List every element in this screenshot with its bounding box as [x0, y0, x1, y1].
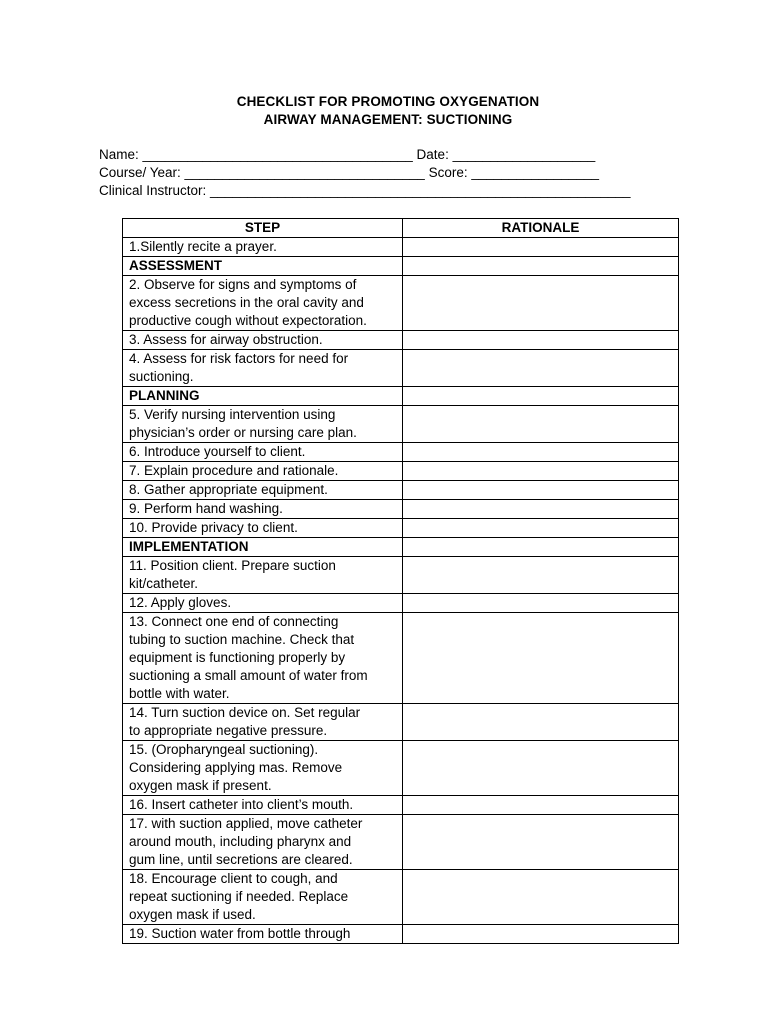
table-row: [123, 557, 679, 594]
step-text-line: suctioning.: [129, 369, 194, 384]
section-heading-text: IMPLEMENTATION: [129, 539, 249, 554]
table-row: [123, 500, 679, 519]
step-text-line: oxygen mask if used.: [129, 907, 256, 922]
rationale-cell[interactable]: [403, 870, 679, 925]
step-cell: [123, 704, 403, 741]
step-cell: [123, 594, 403, 613]
step-text-line: excess secretions in the oral cavity and: [129, 295, 364, 310]
rationale-cell[interactable]: [403, 443, 679, 462]
step-text-line: 17. with suction applied, move catheter: [129, 816, 363, 831]
rationale-cell[interactable]: [403, 257, 679, 276]
rationale-cell[interactable]: [403, 594, 679, 613]
step-cell: [123, 815, 403, 870]
rationale-cell[interactable]: [403, 557, 679, 594]
step-text-line: 8. Gather appropriate equipment.: [129, 482, 328, 497]
table-row: [123, 741, 679, 796]
table-row: [123, 925, 679, 944]
step-text-line: around mouth, including pharynx and: [129, 834, 352, 849]
rationale-cell[interactable]: [403, 741, 679, 796]
step-text-line: repeat suctioning if needed. Replace: [129, 889, 349, 904]
step-text-line: Considering applying mas. Remove: [129, 760, 343, 775]
step-cell: [123, 741, 403, 796]
section-heading-cell: [123, 538, 403, 557]
rationale-cell[interactable]: [403, 613, 679, 704]
step-cell: [123, 276, 403, 331]
table-row: [123, 870, 679, 925]
table-row: [123, 350, 679, 387]
clinical-instructor-field-line: Clinical Instructor: ________________________________________________________: [99, 183, 631, 198]
table-row: [123, 462, 679, 481]
section-heading-text: PLANNING: [129, 388, 200, 403]
step-text-line: to appropriate negative pressure.: [129, 723, 328, 738]
step-text-line: 6. Introduce yourself to client.: [129, 444, 306, 459]
step-cell: [123, 519, 403, 538]
step-text-line: 13. Connect one end of connecting: [129, 614, 339, 629]
table-row: [123, 796, 679, 815]
rationale-cell[interactable]: [403, 462, 679, 481]
step-text-line: 2. Observe for signs and symptoms of: [129, 277, 357, 292]
rationale-cell[interactable]: [403, 350, 679, 387]
section-heading-cell: [123, 257, 403, 276]
step-cell: [123, 481, 403, 500]
step-text-line: 16. Insert catheter into client’s mouth.: [129, 797, 354, 812]
rationale-cell[interactable]: [403, 331, 679, 350]
rationale-column-header: RATIONALE: [403, 219, 679, 238]
step-text-line: 12. Apply gloves.: [129, 595, 232, 610]
step-text-line: 10. Provide privacy to client.: [129, 520, 298, 535]
step-cell: [123, 331, 403, 350]
table-row: [123, 331, 679, 350]
step-text-line: 3. Assess for airway obstruction.: [129, 332, 323, 347]
rationale-cell[interactable]: [403, 276, 679, 331]
rationale-cell[interactable]: [403, 704, 679, 741]
step-text-line: bottle with water.: [129, 686, 230, 701]
rationale-cell[interactable]: [403, 500, 679, 519]
step-text-line: 18. Encourage client to cough, and: [129, 871, 338, 886]
section-row: [123, 257, 679, 276]
step-cell: [123, 462, 403, 481]
step-text-line: tubing to suction machine. Check that: [129, 632, 355, 647]
rationale-cell[interactable]: [403, 387, 679, 406]
step-text-line: 4. Assess for risk factors for need for: [129, 351, 349, 366]
step-text-line: productive cough without expectoration.: [129, 313, 367, 328]
step-cell: [123, 557, 403, 594]
rationale-cell[interactable]: [403, 925, 679, 944]
table-row: [123, 704, 679, 741]
table-row: [123, 613, 679, 704]
step-column-header: STEP: [123, 219, 403, 238]
table-row: [123, 406, 679, 443]
rationale-cell[interactable]: [403, 815, 679, 870]
step-text-line: suctioning a small amount of water from: [129, 668, 368, 683]
step-text-line: 19. Suction water from bottle through: [129, 926, 351, 941]
table-row: [123, 238, 679, 257]
rationale-cell[interactable]: [403, 538, 679, 557]
table-row: [123, 276, 679, 331]
document-title-line-1: CHECKLIST FOR PROMOTING OXYGENATION: [236, 94, 540, 109]
table-row: [123, 815, 679, 870]
step-text-line: 7. Explain procedure and rationale.: [129, 463, 339, 478]
table-row: [123, 481, 679, 500]
checklist-body: [123, 238, 679, 944]
step-cell: [123, 500, 403, 519]
step-cell: [123, 406, 403, 443]
step-cell: [123, 350, 403, 387]
section-row: [123, 387, 679, 406]
name-date-field-line: Name: ____________________________________ Date: ___________________: [99, 147, 596, 162]
step-cell: [123, 870, 403, 925]
section-row: [123, 538, 679, 557]
step-cell: [123, 238, 403, 257]
step-text-line: 1.Silently recite a prayer.: [129, 239, 277, 254]
step-text-line: gum line, until secretions are cleared.: [129, 852, 353, 867]
step-text-line: 14. Turn suction device on. Set regular: [129, 705, 361, 720]
rationale-cell[interactable]: [403, 519, 679, 538]
step-text-line: oxygen mask if present.: [129, 778, 272, 793]
section-heading-cell: [123, 387, 403, 406]
section-heading-text: ASSESSMENT: [129, 258, 223, 273]
step-text-line: 9. Perform hand washing.: [129, 501, 283, 516]
step-text-line: kit/catheter.: [129, 576, 199, 591]
step-text-line: physician’s order or nursing care plan.: [129, 425, 357, 440]
step-text-line: 15. (Oropharyngeal suctioning).: [129, 742, 319, 757]
table-row: [123, 443, 679, 462]
rationale-cell[interactable]: [403, 406, 679, 443]
step-text-line: 5. Verify nursing intervention using: [129, 407, 336, 422]
table-row: [123, 519, 679, 538]
document-title-line-2: AIRWAY MANAGEMENT: SUCTIONING: [263, 112, 513, 127]
rationale-cell[interactable]: [403, 796, 679, 815]
step-cell: [123, 443, 403, 462]
rationale-cell[interactable]: [403, 238, 679, 257]
table-header-row: [123, 219, 679, 238]
course-score-field-line: Course/ Year: ________________________________ Score: _________________: [99, 165, 599, 180]
step-cell: [123, 613, 403, 704]
checklist-table: [122, 218, 679, 944]
step-text-line: 11. Position client. Prepare suction: [129, 558, 336, 573]
table-row: [123, 594, 679, 613]
step-cell: [123, 925, 403, 944]
step-cell: [123, 796, 403, 815]
step-text-line: equipment is functioning properly by: [129, 650, 346, 665]
rationale-cell[interactable]: [403, 481, 679, 500]
